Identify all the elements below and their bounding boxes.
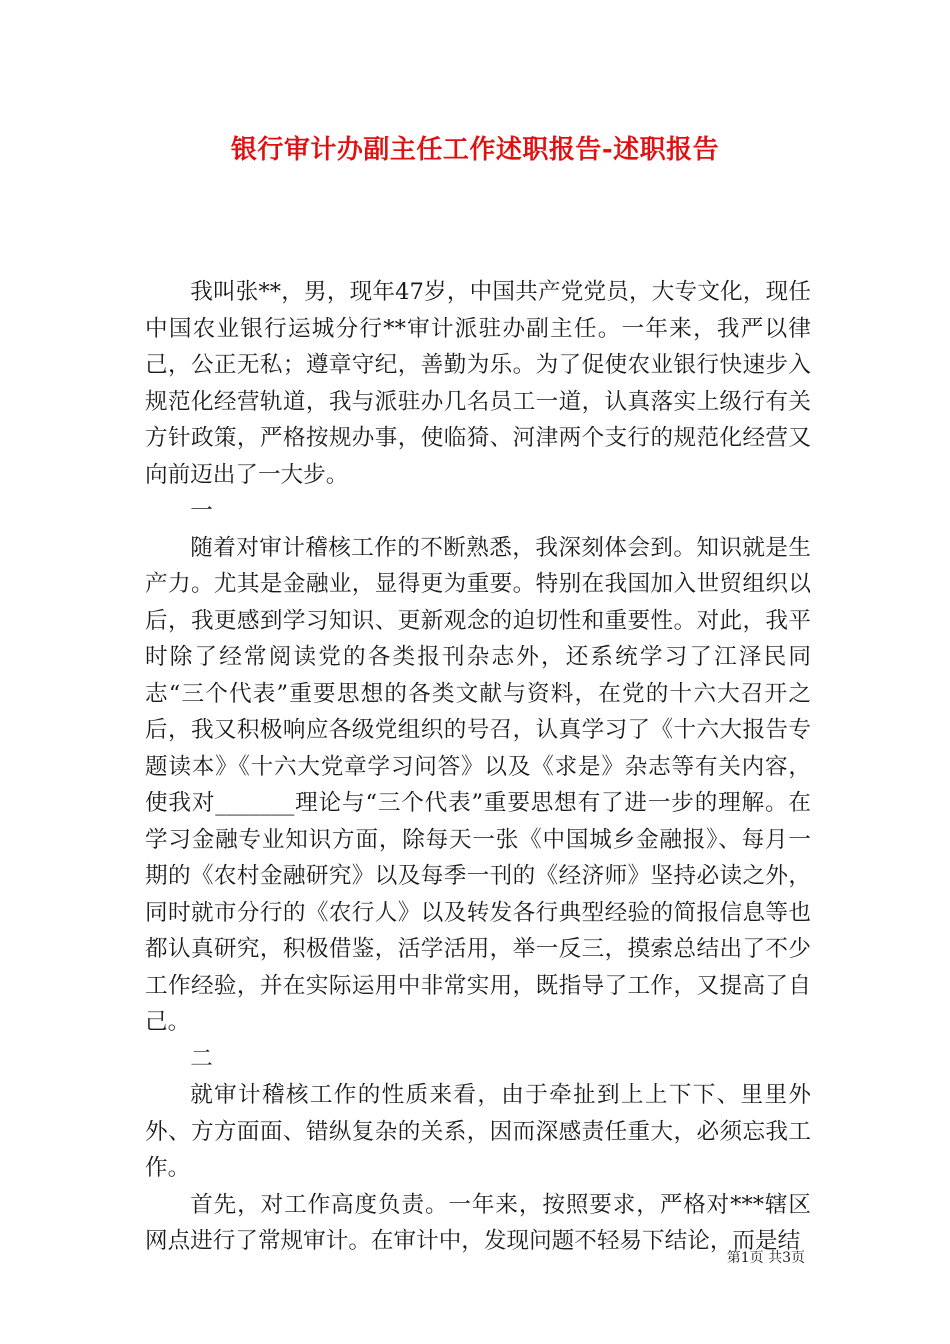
paragraph-first: 首先，对工作高度负责。一年来，按照要求，严格对***辖区网点进行了常规审计。在审计中，发现问题不轻易下结论，而是结 bbox=[145, 1191, 811, 1254]
section-marker-two: 二 bbox=[190, 1045, 213, 1072]
paragraph-responsibility: 就审计稽核工作的性质来看，由于牵扯到上上下下、里里外外、方方面面、错纵复杂的关系，因而深感责任重大，必须忘我工作。 bbox=[145, 1082, 811, 1181]
section-marker-one: 一 bbox=[190, 498, 213, 524]
document-body bbox=[145, 274, 811, 1260]
paragraph-intro: 我叫张**，男，现年47岁，中国共产党党员，大专文化，现任中国农业银行运城分行**审计派驻办副主任。一年来，我严以律己，公正无私；遵章守纪，善勤为乐。为了促使农业银行快速步入规范化经营轨道，我与派驻办几名员工一道，认真落实上级行有关方针政策，严格按规办事，使临猗、河津两个支行的规范化经营又向前迈出了一大步。 bbox=[145, 279, 811, 488]
page-number: 第1页 共3页 bbox=[726, 1250, 805, 1266]
paragraph-study: 随着对审计稽核工作的不断熟悉，我深刻体会到。知识就是生产力。尤其是金融业，显得更为重要。特别在我国加入世贸组织以后，我更感到学习知识、更新观念的迫切性和重要性。对此，我平时除了经常阅读党的各类报刊杂志外，还系统学习了江泽民同志“三个代表”重要思想的各类文献与资料，在党的十六大召开之后，我又积极响应各级党组织的号召，认真学习了《十六大报告专题读本》《十六大党章学习问答》以及《求是》杂志等有关内容，使我对_______理论与“三个代表”重要思想有了进一步的理解。在学习金融专业知识方面，除每天一张《中国城乡金融报》、每月一期的《农村金融研究》以及每季一刊的《经济师》坚持必读之外，同时就市分行的《农行人》以及转发各行典型经验的简报信息等也都认真研究，积极借鉴，活学活用，举一反三，摸索总结出了不少工作经验，并在实际运用中非常实用，既指导了工作，又提高了自己。 bbox=[145, 534, 811, 1035]
document-title: 银行审计办副主任工作述职报告-述职报告 bbox=[230, 135, 720, 165]
